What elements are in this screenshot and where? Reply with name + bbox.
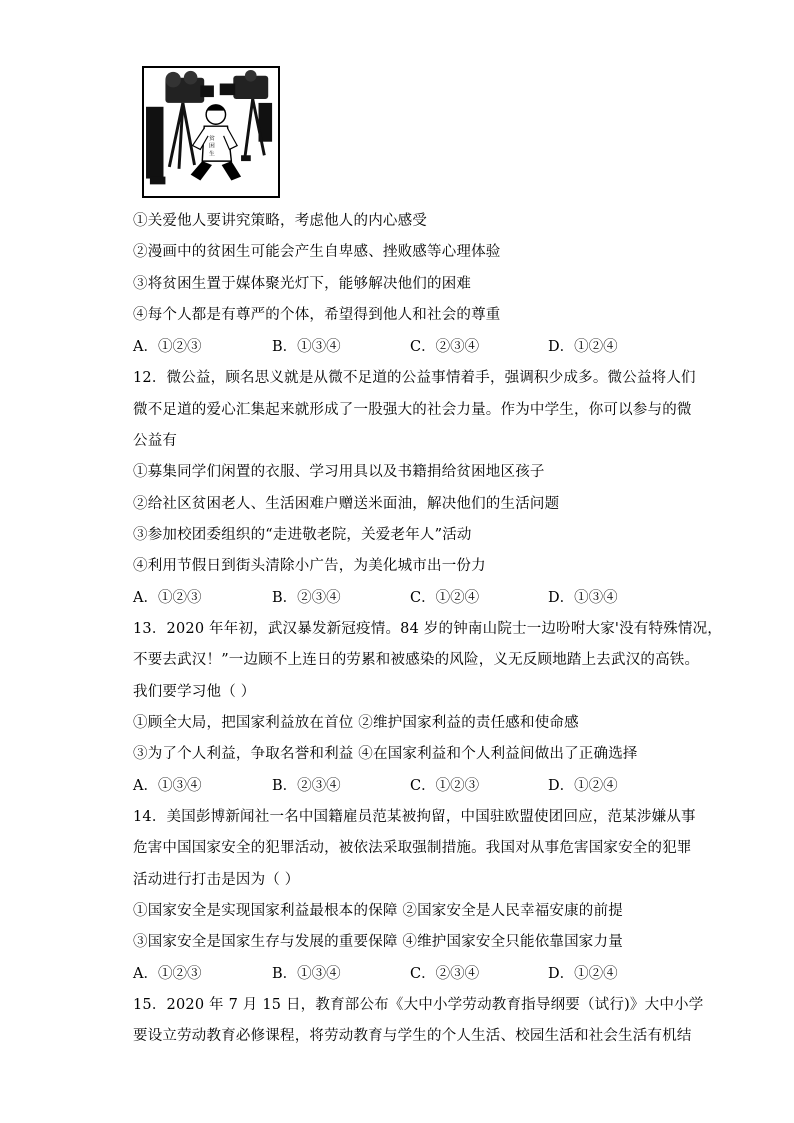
q12-statement-4: ④利用节假日到街头清除小广告，为美化城市出一份力	[133, 558, 486, 574]
q11-statement-4: ④每个人都是有尊严的个体，希望得到他人和社会的尊重	[133, 307, 501, 323]
q12-statement-1: ①募集同学们闲置的衣服、学习用具以及书籍捐给贫困地区孩子	[133, 464, 545, 480]
q14-stem-line-2: 危害中国国家安全的犯罪活动，被依法采取强制措施。我国对从事危害国家安全的犯罪	[133, 840, 692, 856]
q12-statement-3: ③参加校团委组织的“走进敬老院，关爱老年人”活动	[133, 527, 472, 543]
q12-option-d[interactable]: D．①③④	[548, 590, 618, 606]
q12-options	[133, 588, 653, 608]
q15-stem-line-2: 要设立劳动教育必修课程，将劳动教育与学生的个人生活、校园生活和社会生活有机结	[133, 1028, 692, 1044]
q12-option-c[interactable]: C．①②④	[410, 590, 480, 606]
cartoon-drawing	[144, 68, 278, 196]
q12-stem-line-3: 公益有	[133, 433, 178, 449]
q12-option-b[interactable]: B．②③④	[272, 590, 341, 606]
q11-statement-3: ③将贫困生置于媒体聚光灯下，能够解决他们的困难	[133, 276, 472, 292]
q14-stem-line-3: 活动进行打击是因为（ ）	[133, 872, 300, 888]
q13-statement-1: ①顾全大局，把国家利益放在首位 ②维护国家利益的责任感和使命感	[133, 715, 579, 731]
q11-options	[133, 337, 653, 357]
q11-option-a[interactable]: A．①②③	[133, 339, 202, 355]
q12-option-a[interactable]: A．①②③	[133, 590, 202, 606]
q11-option-d[interactable]: D．①②④	[548, 339, 618, 355]
q11-statement-2: ②漫画中的贫困生可能会产生自卑感、挫败感等心理体验	[133, 244, 501, 260]
q13-stem-line-2: 不要去武汉！”一边顾不上连日的劳累和被感染的风险，义无反顾地踏上去武汉的高铁。	[133, 652, 700, 668]
q15-stem-line-1: 15．2020 年 7 月 15 日，教育部公布《大中小学劳动教育指导纲要（试行)》大中小学	[133, 997, 704, 1013]
q13-stem-line-3: 我们要学习他（ ）	[133, 684, 256, 700]
q13-option-d[interactable]: D．①②④	[548, 778, 618, 794]
cartoon-label-1: 贫	[209, 135, 215, 142]
q14-option-d[interactable]: D．①②④	[548, 966, 618, 982]
q11-option-c[interactable]: C．②③④	[410, 339, 480, 355]
q12-statement-2: ②给社区贫困老人、生活困难户赠送米面油，解决他们的生活问题	[133, 496, 560, 512]
q13-option-b[interactable]: B．②③④	[272, 778, 341, 794]
cartoon-image	[142, 66, 280, 198]
q13-option-c[interactable]: C．①②③	[410, 778, 480, 794]
q14-statement-1: ①国家安全是实现国家利益最根本的保障 ②国家安全是人民幸福安康的前提	[133, 903, 623, 919]
q14-statement-2: ③国家安全是国家生存与发展的重要保障 ④维护国家安全只能依靠国家力量	[133, 934, 623, 950]
q13-stem-line-1: 13．2020 年年初，武汉暴发新冠疫情。84 岁的钟南山院士一边吩咐大家'没有特殊情况，	[133, 621, 723, 637]
q14-option-c[interactable]: C．②③④	[410, 966, 480, 982]
q13-option-a[interactable]: A．①③④	[133, 778, 202, 794]
q14-stem-line-1: 14．美国彭博新闻社一名中国籍雇员范某被拘留，中国驻欧盟使团回应，范某涉嫌从事	[133, 809, 696, 825]
cartoon-label-3: 生	[209, 151, 215, 158]
q14-options	[133, 964, 653, 984]
q12-stem-line-2: 微不足道的爱心汇集起来就形成了一股强大的社会力量。作为中学生，你可以参与的微	[133, 402, 692, 418]
q14-option-a[interactable]: A．①②③	[133, 966, 202, 982]
q13-options	[133, 776, 653, 796]
q12-stem-line-1: 12．微公益，顾名思义就是从微不足道的公益事情着手，强调积少成多。微公益将人们	[133, 370, 696, 386]
q14-option-b[interactable]: B．①③④	[272, 966, 341, 982]
q11-option-b[interactable]: B．①③④	[272, 339, 341, 355]
cartoon-label-2: 困	[209, 143, 215, 150]
q13-statement-2: ③为了个人利益，争取名誉和利益 ④在国家利益和个人利益间做出了正确选择	[133, 746, 638, 762]
q11-statement-1: ①关爱他人要讲究策略，考虑他人的内心感受	[133, 213, 427, 229]
